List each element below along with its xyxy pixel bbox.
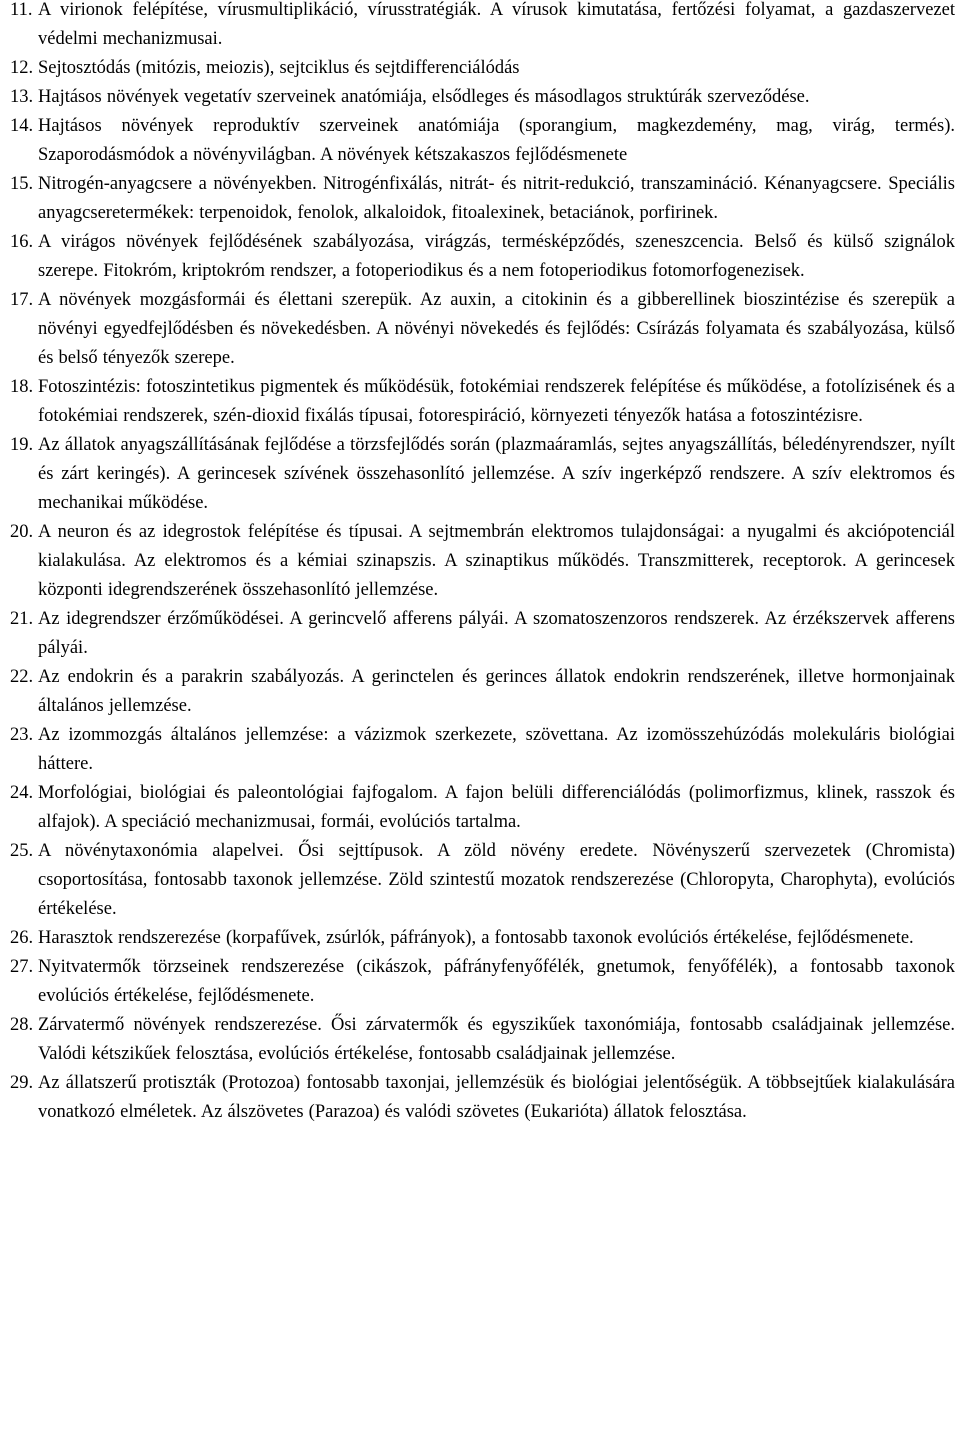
item-number: 29. (10, 1073, 34, 1093)
list-item (10, 431, 955, 518)
item-text: Nitrogén-anyagcsere a növényekben. Nitrogénfixálás, nitrát- és nitrit-redukció, transzamináció. Kénanyagcsere. Speciális anyagcseretermékek: terpenoidok, fenolok, alkaloidok, fitoalexinek, betaciánok, porfirinek. (38, 174, 955, 223)
item-text: Az állatszerű protiszták (Protozoa) fontosabb taxonjai, jellemzésük és biológiai jelentőségük. A többsejtűek kialakulására vonatkozó elméletek. Az álszövetes (Parazoa) és valódi szövetes (Eukarióta) állatok felosztása. (38, 1073, 955, 1122)
item-number: 28. (10, 1015, 34, 1035)
item-number: 22. (10, 667, 34, 687)
item-number: 26. (10, 928, 34, 948)
topic-list (10, 0, 955, 1127)
list-item (10, 1011, 955, 1069)
item-number: 11. (10, 0, 33, 20)
item-text: Fotoszintézis: fotoszintetikus pigmentek és működésük, fotokémiai rendszerek felépítése és működése, a fotolízisének és a fotokémiai rendszerek, szén-dioxid fixálás típusai, fotorespiráció, környezeti tényezők hatása a fotoszintézisre. (38, 377, 955, 426)
item-number: 18. (10, 377, 34, 397)
item-number: 17. (10, 290, 34, 310)
item-text: A növénytaxonómia alapelvei. Ősi sejttípusok. A zöld növény eredete. Növényszerű szervezetek (Chromista) csoportosítása, fontosabb taxonok jellemzése. Zöld szintestű mozatok rendszerezése (Chloropyta, Charophyta), evolúciós értékelése. (38, 841, 955, 919)
list-item (10, 605, 955, 663)
list-item (10, 779, 955, 837)
list-item (10, 170, 955, 228)
item-number: 16. (10, 232, 34, 252)
item-text: A virionok felépítése, vírusmultiplikáció, vírusstratégiák. A vírusok kimutatása, fertőzési folyamat, a gazdaszervezet védelmi mechanizmusai. (38, 0, 955, 49)
item-number: 12. (10, 58, 34, 78)
item-text: Az idegrendszer érzőműködései. A gerincvelő afferens pályái. A szomatoszenzoros rendszerek. Az érzékszervek afferens pályái. (38, 609, 955, 658)
item-text: Az állatok anyagszállításának fejlődése a törzsfejlődés során (plazmaáramlás, sejtes anyagszállítás, béledényrendszer, nyílt és zárt keringés). A gerincesek szívének összehasonlító jellemzése. A szív ingerképző rendszere. A szív elektromos és mechanikai működése. (38, 435, 955, 513)
item-text: Zárvatermő növények rendszerezése. Ősi zárvatermők és egyszikűek taxonómiája, fontosabb családjainak jellemzése. Valódi kétszikűek felosztása, evolúciós értékelése, fontosabb családjainak jellemzése. (38, 1015, 955, 1064)
list-item (10, 112, 955, 170)
item-text: Nyitvatermők törzseinek rendszerezése (cikászok, páfrányfenyőfélék, gnetumok, fenyőfélék), a fontosabb taxonok evolúciós értékelése, fejlődésmenete. (38, 957, 955, 1006)
item-text: Hajtásos növények vegetatív szerveinek anatómiája, elsődleges és másodlagos struktúrák szerveződése. (38, 87, 810, 107)
item-text: A virágos növények fejlődésének szabályozása, virágzás, termésképződés, szeneszcencia. Belső és külső szignálok szerepe. Fitokróm, kriptokróm rendszer, a fotoperiodikus és a nem fotoperiodikus fotomorfogenezisek. (38, 232, 955, 281)
item-number: 21. (10, 609, 34, 629)
item-text: A neuron és az idegrostok felépítése és típusai. A sejtmembrán elektromos tulajdonságai: a nyugalmi és akciópotenciál kialakulása. Az elektromos és a kémiai szinapszis. A szinaptikus működés. Transzmitterek, receptorok. A gerincesek központi idegrendszerének összehasonlító jellemzése. (38, 522, 955, 600)
item-number: 27. (10, 957, 34, 977)
item-number: 24. (10, 783, 34, 803)
item-text: Hajtásos növények reproduktív szerveinek anatómiája (sporangium, magkezdemény, mag, virág, termés). Szaporodásmódok a növényvilágban. A növények kétszakaszos fejlődésmenete (38, 116, 955, 165)
item-number: 20. (10, 522, 34, 542)
item-text: Morfológiai, biológiai és paleontológiai fajfogalom. A fajon belüli differenciálódás (polimorfizmus, klinek, rasszok és alfajok). A speciáció mechanizmusai, formái, evolúciós tartalma. (38, 783, 955, 832)
list-item (10, 228, 955, 286)
item-number: 14. (10, 116, 34, 136)
list-item (10, 837, 955, 924)
item-text: Az endokrin és a parakrin szabályozás. A gerinctelen és gerinces állatok endokrin rendszerének, illetve hormonjainak általános jellemzése. (38, 667, 955, 716)
list-item (10, 518, 955, 605)
list-item (10, 83, 955, 112)
list-item (10, 286, 955, 373)
item-number: 13. (10, 87, 34, 107)
list-item (10, 663, 955, 721)
item-text: Az izommozgás általános jellemzése: a vázizmok szerkezete, szövettana. Az izomösszehúzódás molekuláris biológiai háttere. (38, 725, 955, 774)
list-item (10, 54, 955, 83)
item-number: 19. (10, 435, 34, 455)
list-item (10, 0, 955, 54)
item-number: 23. (10, 725, 34, 745)
item-number: 15. (10, 174, 34, 194)
list-item (10, 721, 955, 779)
list-item (10, 953, 955, 1011)
list-item (10, 924, 955, 953)
item-text: Sejtosztódás (mitózis, meiozis), sejtciklus és sejtdifferenciálódás (38, 58, 520, 78)
item-text: Harasztok rendszerezése (korpafűvek, zsúrlók, páfrányok), a fontosabb taxonok evolúciós értékelése, fejlődésmenete. (38, 928, 914, 948)
list-item (10, 1069, 955, 1127)
item-number: 25. (10, 841, 34, 861)
list-item (10, 373, 955, 431)
item-text: A növények mozgásformái és élettani szerepük. Az auxin, a citokinin és a gibberellinek bioszintézise és szerepük a növényi egyedfejlődésben és növekedésben. A növényi növekedés és fejlődés: Csírázás folyamata és szabályozása, külső és belső tényezők szerepe. (38, 290, 955, 368)
